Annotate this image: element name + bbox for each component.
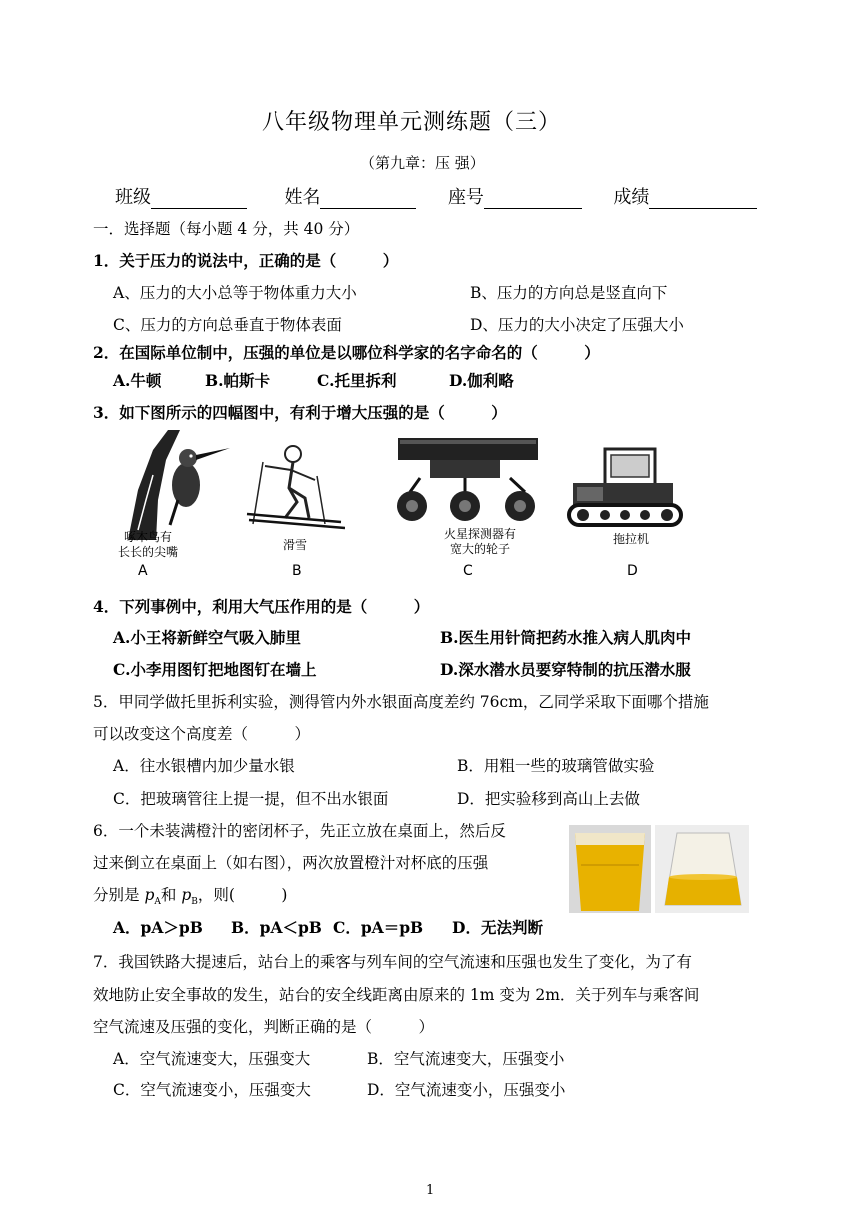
- q6-pa: p: [144, 886, 155, 904]
- figure-b-caption-1: 滑雪: [283, 538, 308, 552]
- q2-option-c: C.托里拆利: [317, 371, 397, 390]
- q7-stem-line1: 7．我国铁路大提速后，站台上的乘客与列车间的空气流速和压强也发生了变化，为了有: [93, 953, 692, 971]
- q4-option-d: D.深水潜水员要穿特制的抗压潜水服: [440, 660, 691, 679]
- score-blank[interactable]: [649, 188, 757, 209]
- figure-d-letter: D: [627, 563, 638, 579]
- figure-c-letter: C: [463, 563, 473, 579]
- q2-option-b: B.帕斯卡: [205, 371, 270, 390]
- figure-a-caption-1: 啄木鸟有: [123, 530, 172, 544]
- q4-option-b: B.医生用针筒把药水推入病人肌肉中: [440, 628, 691, 647]
- q7-option-a: A．空气流速变大，压强变大: [113, 1050, 311, 1068]
- q5-stem-line1: 5．甲同学做托里拆利实验，测得管内外水银面高度差约 76cm，乙同学采取下面哪个措施: [93, 693, 709, 711]
- q4-option-c: C.小李用图钉把地图钉在墙上: [113, 660, 317, 679]
- tractor-icon: [565, 445, 685, 530]
- q6-pb: p: [181, 886, 192, 904]
- q6-stem3-post: ，则( ): [197, 886, 288, 904]
- q3-stem: 3．如下图所示的四幅图中，有利于增大压强的是（ ）: [93, 403, 507, 422]
- seat-blank[interactable]: [484, 188, 582, 209]
- section-heading: 一．选择题（每小题 4 分，共 40 分）: [93, 220, 360, 238]
- q6-stem-line3: [93, 883, 287, 907]
- q6-option-d: D．无法判断: [452, 918, 543, 937]
- q5-option-c: C．把玻璃管往上提一提，但不出水银面: [113, 790, 389, 808]
- mars-rover-icon: [390, 432, 550, 532]
- q6-pb-sub: B: [191, 897, 198, 908]
- q1-option-b: B、压力的方向总是竖直向下: [470, 284, 668, 302]
- q6-and: 和: [160, 886, 182, 904]
- q5-option-b: B．用粗一些的玻璃管做实验: [457, 757, 655, 775]
- q2-option-a: A.牛顿: [113, 371, 162, 390]
- q6-option-b: B．pA＜pB: [231, 918, 322, 937]
- seat-label: 座号: [447, 187, 484, 208]
- name-label: 姓名: [284, 187, 321, 208]
- figure-b: [245, 440, 345, 580]
- q6-stem3-pre: 分别是: [93, 886, 145, 904]
- q5-option-d: D．把实验移到高山上去做: [457, 790, 640, 808]
- student-info-row: [115, 183, 757, 209]
- q2-option-d: D.伽利略: [449, 371, 514, 390]
- q6-option-c: C．pA＝pB: [333, 918, 424, 937]
- class-label: 班级: [115, 187, 151, 208]
- page-subtitle: （第九章：压 强）: [360, 154, 485, 172]
- q4-stem: 4．下列事例中，利用大气压作用的是（ ）: [93, 597, 430, 616]
- figure-c-caption-2: 宽大的轮子: [449, 542, 510, 556]
- figure-c-caption-1: 火星探测器有: [443, 527, 516, 541]
- q1-option-c: C、压力的方向总垂直于物体表面: [113, 316, 342, 334]
- q1-stem: 1．关于压力的说法中，正确的是（ ）: [93, 251, 399, 270]
- q5-option-a: A．往水银槽内加少量水银: [113, 757, 295, 775]
- q7-stem-line3: 空气流速及压强的变化，判断正确的是（ ）: [93, 1018, 435, 1036]
- juice-cups-photo: [569, 825, 749, 913]
- q2-stem: 2．在国际单位制中，压强的单位是以哪位科学家的名字命名的（ ）: [93, 343, 600, 362]
- q7-stem-line2: 效地防止安全事故的发生，站台的安全线距离由原来的 1m 变为 2m．关于列车与乘客间: [93, 986, 700, 1004]
- q7-option-c: C．空气流速变小，压强变大: [113, 1081, 311, 1099]
- figure-d-caption-1: 拖拉机: [613, 532, 650, 546]
- class-blank[interactable]: [151, 188, 247, 209]
- score-label: 成绩: [613, 187, 650, 208]
- figure-c: [390, 432, 550, 582]
- q4-option-a: A.小王将新鲜空气吸入肺里: [113, 628, 301, 647]
- q6-option-a: A．pA＞pB: [113, 918, 203, 937]
- q5-stem-line2: 可以改变这个高度差（ ）: [93, 725, 311, 743]
- name-blank[interactable]: [320, 188, 416, 209]
- q6-stem-line1: 6．一个未装满橙汁的密闭杯子，先正立放在桌面上，然后反: [93, 822, 506, 840]
- figure-a: [108, 430, 233, 580]
- q6-pa-sub: A: [154, 897, 161, 908]
- q7-option-b: B．空气流速变大，压强变小: [367, 1050, 565, 1068]
- figure-a-letter: A: [138, 563, 148, 579]
- figure-a-caption-2: 长长的尖嘴: [117, 545, 178, 559]
- q6-stem-line2: 过来倒立在桌面上（如右图），两次放置橙汁对杯底的压强: [93, 854, 489, 872]
- figure-b-letter: B: [292, 563, 302, 579]
- q1-option-d: D、压力的大小决定了压强大小: [470, 316, 684, 334]
- page-title: 八年级物理单元测练题（三）: [262, 110, 562, 135]
- skier-icon: [245, 440, 345, 530]
- page-number: 1: [426, 1183, 435, 1198]
- q1-option-a: A、压力的大小总等于物体重力大小: [113, 284, 357, 302]
- figure-d: [565, 445, 700, 582]
- q7-option-d: D．空气流速变小，压强变小: [367, 1081, 566, 1099]
- woodpecker-icon: [108, 430, 233, 540]
